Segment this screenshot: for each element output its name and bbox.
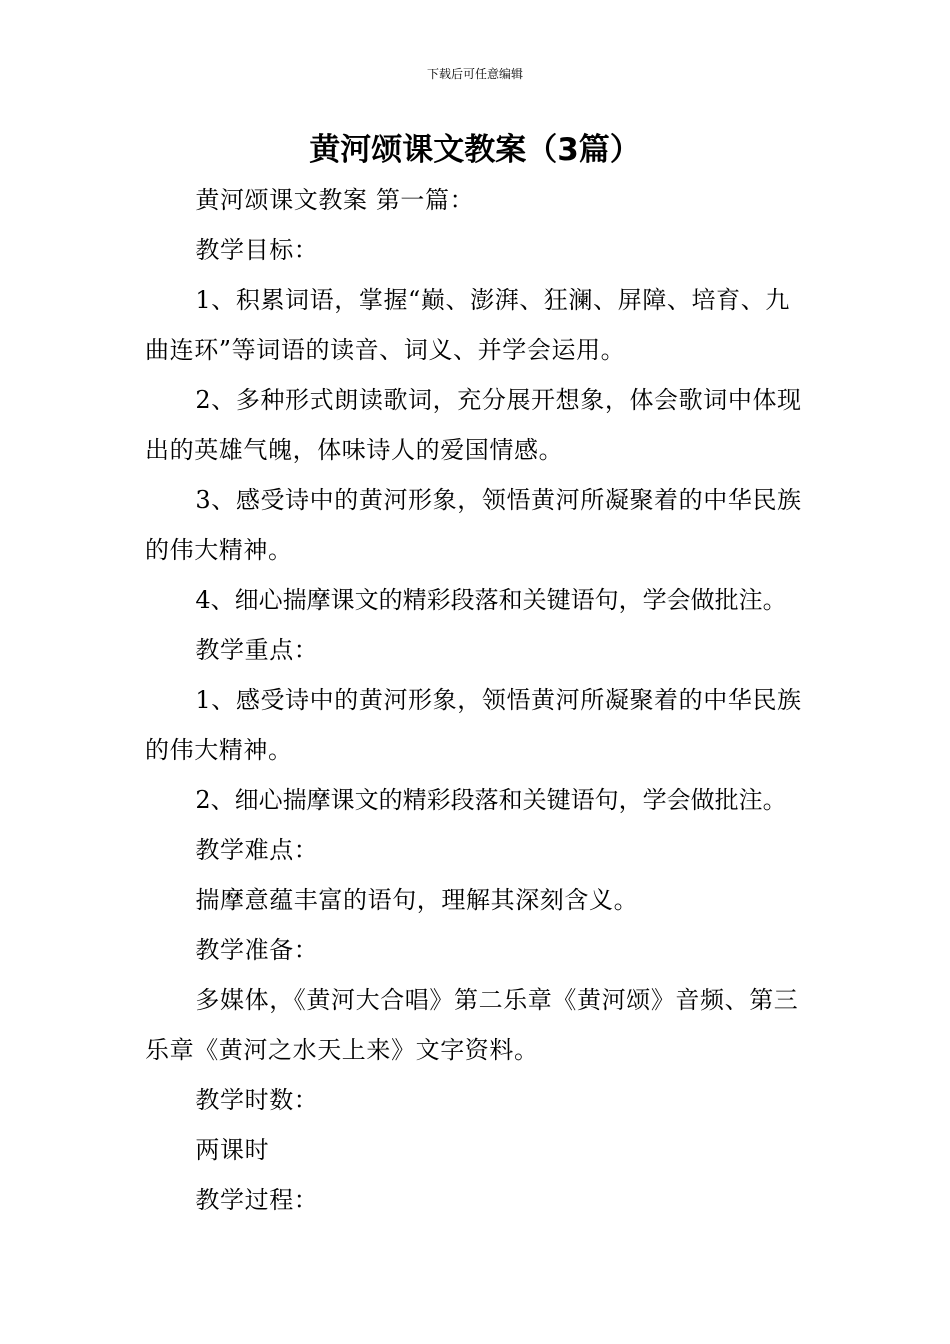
paragraph-goal-1: 1、积累词语，掌握“巅、澎湃、狂澜、屏障、培育、九曲连环”等词语的读音、词义、并学会运用。 bbox=[145, 286, 790, 364]
paragraph-key-point-2: 2、细心揣摩课文的精彩段落和关键语句，学会做批注。 bbox=[195, 786, 787, 814]
paragraph-difficulty-heading: 教学难点： bbox=[195, 836, 319, 864]
paragraph-key-point-1: 1、感受诗中的黄河形象，领悟黄河所凝聚着的中华民族的伟大精神。 bbox=[145, 686, 802, 764]
paragraph-preparation: 多媒体，《黄河大合唱》第二乐章《黄河颂》音频、第三乐章《黄河之水天上来》文字资料。 bbox=[145, 986, 799, 1064]
paragraph-preparation-heading: 教学准备： bbox=[195, 936, 319, 964]
document-title: 黄河颂课文教案（3篇） bbox=[309, 132, 641, 168]
paragraph-section-heading: 黄河颂课文教案 第一篇： bbox=[195, 186, 475, 214]
header-note: 下载后可任意编辑 bbox=[426, 67, 523, 81]
paragraph-goal-2: 2、多种形式朗读歌词，充分展开想象，体会歌词中体现出的英雄气魄，体味诗人的爱国情感。 bbox=[145, 386, 802, 464]
paragraph-difficulty: 揣摩意蕴丰富的语句，理解其深刻含义。 bbox=[195, 886, 639, 914]
paragraph-hours-heading: 教学时数： bbox=[195, 1086, 319, 1114]
paragraph-key-points-heading: 教学重点： bbox=[195, 636, 319, 664]
paragraph-goal-4: 4、细心揣摩课文的精彩段落和关键语句，学会做批注。 bbox=[195, 586, 787, 614]
paragraph-goal-3: 3、感受诗中的黄河形象，领悟黄河所凝聚着的中华民族的伟大精神。 bbox=[145, 486, 802, 564]
document-body bbox=[145, 175, 810, 1225]
paragraph-hours: 两课时 bbox=[195, 1136, 270, 1164]
paragraph-goals-heading: 教学目标： bbox=[195, 236, 319, 264]
paragraph-process-heading: 教学过程： bbox=[195, 1186, 319, 1214]
